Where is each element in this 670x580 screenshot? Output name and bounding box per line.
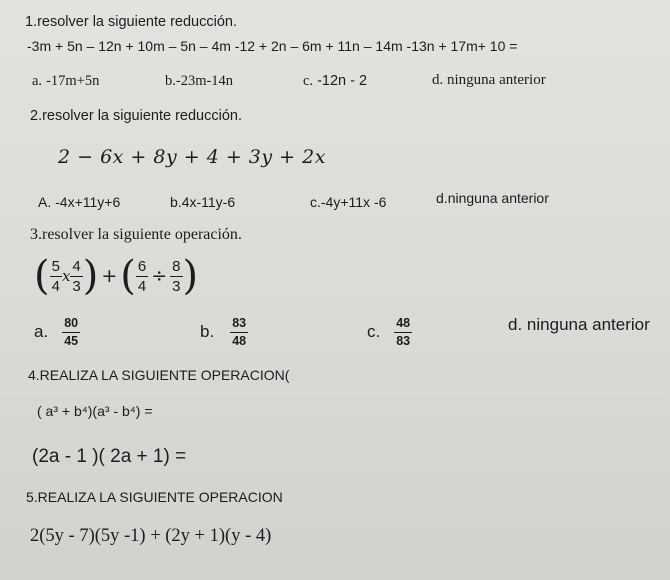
q1-expression: -3m + 5n – 12n + 10m – 5n – 4m -12 + 2n – 6m + 11n – 14m -13n + 17m+ 10 = [27,38,518,54]
q1-option-d-label: d. [432,72,444,88]
q3-option-b [200,314,248,350]
q3-fraction-4-den: 3 [172,277,181,295]
q1-option-c [303,73,367,90]
q1-option-a [32,73,99,90]
q3-option-b-label: b. [200,322,215,341]
q1-option-a-label: a. [32,73,43,89]
q2-option-c [310,194,386,210]
q1-option-d-value: ninguna anterior [447,72,546,88]
q3-option-a-num: 80 [62,317,80,333]
q3-divide-sign: ÷ [151,265,168,287]
q1-option-c-value: -12n - 2 [317,73,368,89]
q3-option-c-fraction [394,317,412,347]
q3-option-a-label: a. [34,322,49,341]
q3-option-a [34,314,80,350]
q3-times-sign: x [61,267,71,285]
q3-option-a-den: 45 [64,333,79,348]
q5-title: 5.REALIZA LA SIGUIENTE OPERACION [26,489,283,505]
q3-open-paren-1: ( [34,253,50,299]
q3-option-c [367,314,412,350]
q3-option-c-den: 83 [396,333,411,348]
q3-title: 3.resolver la siguiente operación. [30,226,242,243]
q3-fraction-4-num: 8 [172,257,181,275]
q2-option-d [436,190,549,206]
q3-fraction-1 [50,259,62,294]
q2-option-c-label: c. [310,194,321,210]
q2-option-a-value: -4x+11y+6 [55,194,121,210]
q1-option-b [165,73,233,90]
q2-option-a [38,194,120,210]
q3-plus-sign: + [101,265,118,287]
q1-option-d [432,72,546,89]
q3-option-b-den: 48 [232,333,247,348]
q1-option-c-label: c. [303,73,314,89]
q3-expression [34,253,199,306]
q2-option-b-value: 4x-11y-6 [181,194,236,210]
q3-fraction-3-num: 6 [137,257,147,275]
q2-expression: 2 − 6x + 8y + 4 + 3y + 2x [58,146,326,168]
q3-fraction-3-den: 4 [137,277,147,295]
q3-fraction-1-num: 5 [51,257,60,275]
q3-fraction-4 [170,259,182,294]
q2-option-b [170,194,235,210]
q3-fraction-3 [136,259,148,294]
q3-option-a-fraction [62,317,80,347]
q4-expression-1: ( a³ + b⁴)(a³ - b⁴) = [37,403,153,419]
q3-close-paren-1: ) [82,253,99,299]
q2-option-d-label: d. [436,190,448,206]
q3-option-d [508,315,650,335]
q2-option-c-value: -4y+11x -6 [320,194,387,210]
q1-option-b-value: -23m-14n [175,73,234,89]
q3-fraction-2 [70,259,82,294]
q3-fraction-2-den: 3 [72,277,81,295]
q4-title: 4.REALIZA LA SIGUIENTE OPERACION( [28,367,290,383]
q4-expression-2: (2a - 1 )( 2a + 1) = [32,446,187,467]
q3-option-c-label: c. [367,322,381,341]
q3-option-c-num: 48 [394,317,412,333]
q1-option-b-label: b. [165,73,176,89]
q3-close-paren-2: ) [182,253,199,299]
q1-title: 1.resolver la siguiente reducción. [25,14,237,30]
q3-fraction-2-num: 4 [72,257,81,275]
q5-expression: 2(5y - 7)(5y -1) + (2y + 1)(y - 4) [30,526,272,546]
q3-option-b-num: 83 [230,317,248,333]
q3-open-paren-2: ( [120,253,136,299]
q3-option-b-fraction [230,317,248,347]
q2-option-a-label: A. [38,194,52,210]
q3-option-d-value: ninguna anterior [526,315,650,334]
q2-title: 2.resolver la siguiente reducción. [30,108,242,124]
q2-option-b-label: b. [170,194,182,210]
q1-option-a-value: -17m+5n [46,73,100,89]
q3-fraction-1-den: 4 [51,277,60,295]
q2-option-d-value: ninguna anterior [447,190,549,206]
q3-option-d-label: d. [508,315,523,334]
